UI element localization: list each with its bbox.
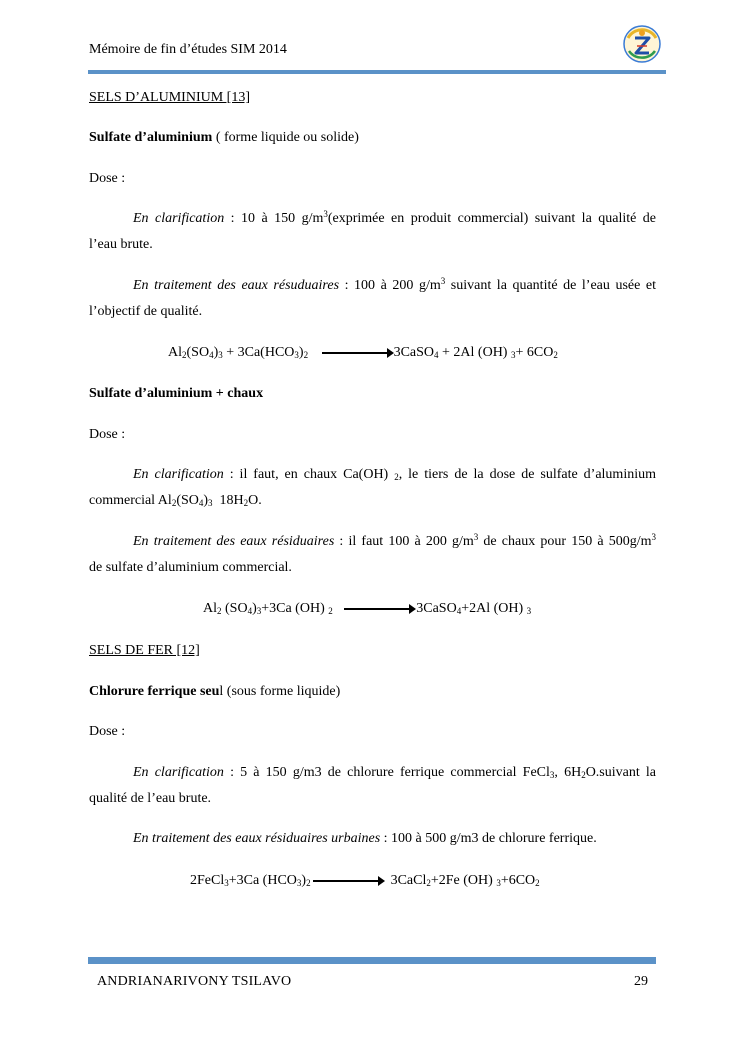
page-number: 29	[634, 974, 648, 989]
lime-clarification-paragraph: En clarification : il faut, en chaux Ca(OH) $_2$, le tiers de la dose de sulfate d’aluminium	[133, 467, 656, 482]
footer-rule	[88, 957, 656, 964]
lime-wastewater-paragraph-cont: de sulfate d’aluminium commercial.	[89, 560, 292, 575]
lime-clarification-paragraph-cont: commercial $Al_2(SO_4)_3$ $18H_2O$.	[89, 493, 262, 508]
ferric-clarification-paragraph: En clarification : 5 à 150 g/m3 de chlorure ferrique commercial FeCl$_3$, $6H_2O.suivant$ la	[133, 765, 657, 780]
reaction-arrow-icon	[344, 604, 416, 614]
footer-author: ANDRIANARIVONY TSILAVO	[97, 974, 292, 989]
school-seal-logo-icon	[622, 24, 662, 64]
dose-label: Dose :	[89, 171, 126, 186]
aluminium-sulfate-lime-heading: Sulfate d’aluminium + chaux	[89, 386, 264, 401]
ferric-clarification-paragraph-cont: qualité de l’eau brute.	[89, 791, 212, 806]
reaction-arrow-icon	[322, 348, 394, 358]
header-title: Mémoire de fin d’études SIM 2014	[89, 42, 287, 57]
section-title-aluminium: SELS D’ALUMINIUM [13]	[89, 90, 250, 105]
reaction-equation-2: $Al_2$ $(SO_4)_3+3Ca$ (OH) $_2$ 3CaSO$_4$+2Al (OH) $_3$	[203, 601, 532, 616]
ferric-wastewater-paragraph: En traitement des eaux résiduaires urbaines : 100 à 500 g/m3 de chlorure ferrique.	[133, 831, 597, 846]
aluminium-sulfate-heading: Sulfate d’aluminium ( forme liquide ou solide)	[89, 130, 359, 145]
dose-label-2: Dose :	[89, 427, 126, 442]
reaction-arrow-icon	[313, 876, 385, 886]
section-title-iron: SELS DE FER [12]	[89, 643, 200, 658]
wastewater-paragraph-cont: l’objectif de qualité.	[89, 304, 203, 319]
clarification-paragraph-cont: l’eau brute.	[89, 237, 153, 252]
clarification-paragraph: En clarification : 10 à 150 $g/m^3(exprimée$ en produit commercial) suivant la qualité de	[133, 209, 657, 226]
ferric-chloride-heading: Chlorure ferrique seul (sous forme liquide)	[89, 684, 341, 699]
lime-wastewater-paragraph: En traitement des eaux résiduaires : il faut 100 à 200 $g/m^3$ de chaux pour 150 à $500g/m^3$	[133, 532, 656, 549]
wastewater-paragraph: En traitement des eaux résuduaires : 100 à 200 $g/m^3$ suivant la quantité de l’eau usée et	[133, 276, 656, 293]
reaction-equation-3: 2FeCl$_3$+3Ca $(HCO_3)_2$ 3CaCl$_2$+2Fe (OH) $_3+6CO_2$	[190, 873, 540, 888]
header-rule	[88, 70, 666, 74]
reaction-equation-1: $Al_2(SO_4)_3 + 3Ca(HCO_3)_2$ 3CaSO$_4$ + 2Al (OH) $_3+ 6CO_2$	[168, 345, 558, 360]
dose-label-3: Dose :	[89, 724, 126, 739]
